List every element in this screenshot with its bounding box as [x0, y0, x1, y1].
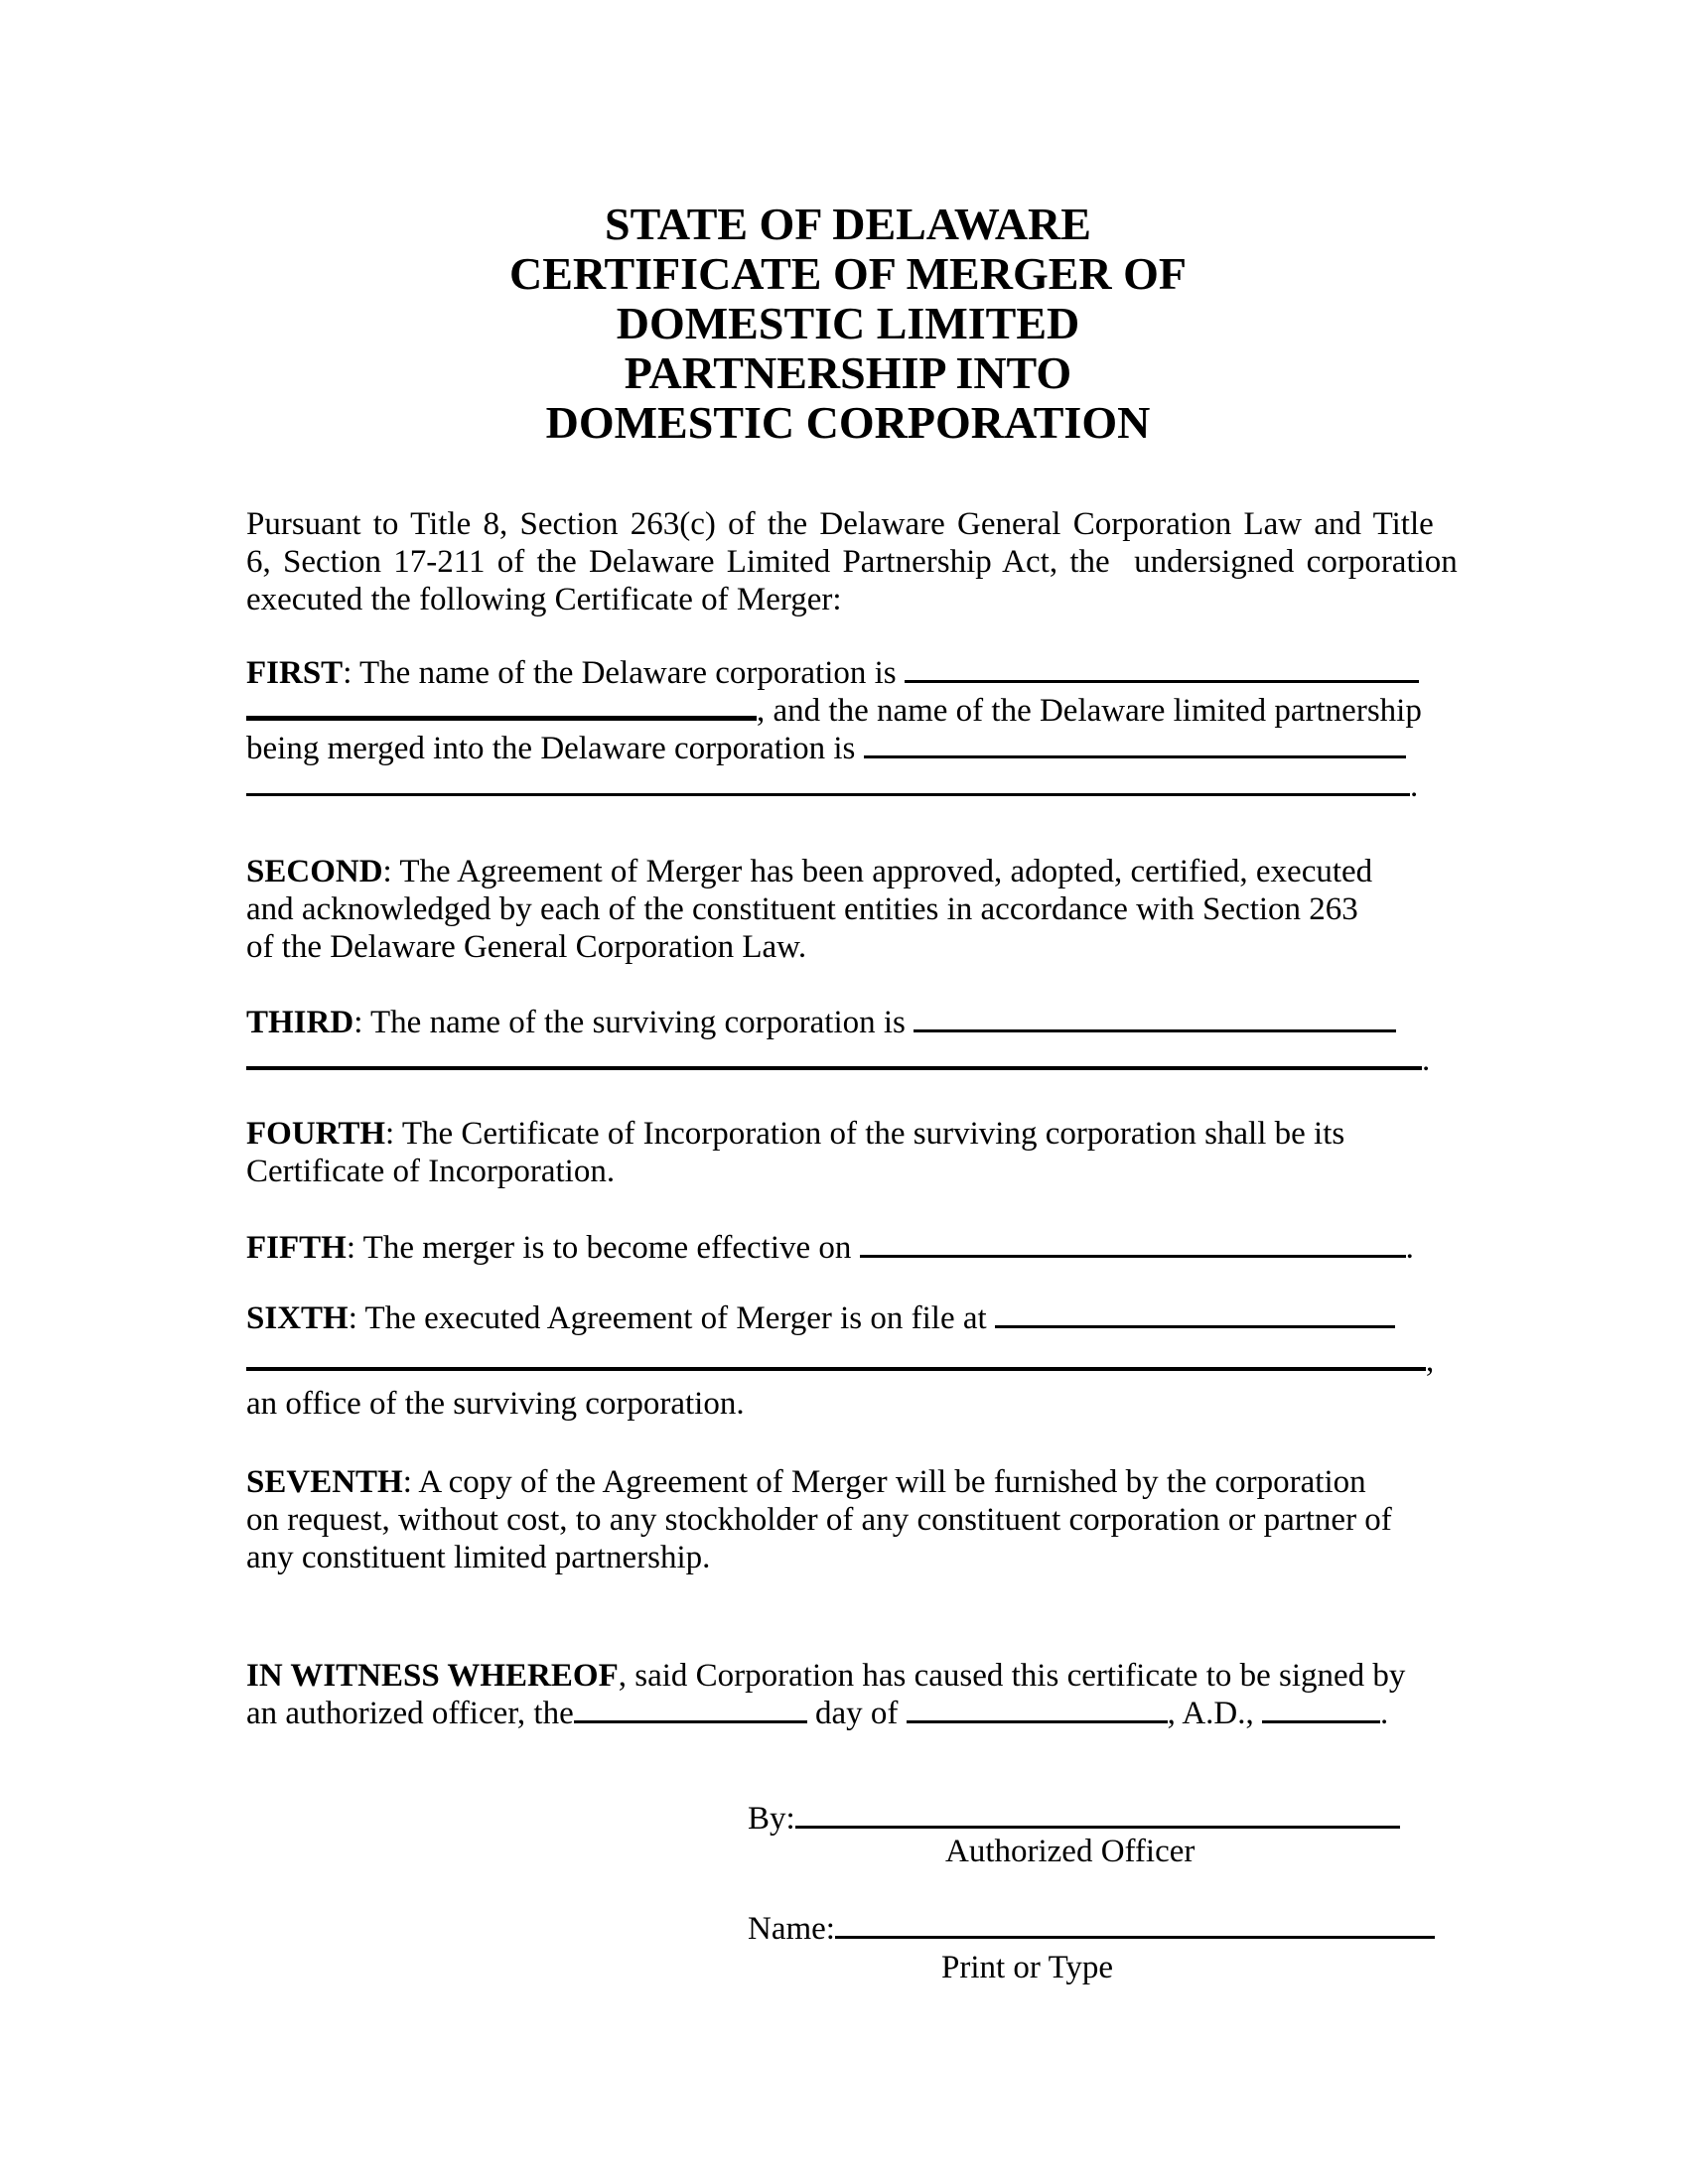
- text-run: executed the following Certificate of Merger:: [246, 582, 842, 617]
- text-run: Name:: [748, 1911, 835, 1947]
- clause-keyword: FOURTH: [246, 1116, 386, 1152]
- text-run: By:: [748, 1801, 795, 1837]
- text-run: any constituent limited partnership.: [246, 1540, 711, 1575]
- blank-field: [246, 1367, 1426, 1371]
- blank-field: [246, 793, 1410, 796]
- title-line: DOMESTIC LIMITED: [616, 298, 1080, 348]
- blank-field: [246, 1066, 1422, 1070]
- text-run: .: [1405, 1230, 1414, 1266]
- text-line: [246, 654, 1450, 692]
- text-run: .: [1379, 1696, 1389, 1731]
- clause-keyword: SECOND: [246, 854, 383, 889]
- blank-field: [995, 1325, 1395, 1328]
- print-or-type-caption: [941, 1949, 1458, 1986]
- clause-seventh: [246, 1463, 1450, 1576]
- text-run: Certificate of Incorporation.: [246, 1154, 616, 1189]
- clause-first: [246, 654, 1450, 805]
- clause-third: [246, 1004, 1450, 1079]
- paragraph-intro: [246, 505, 1458, 618]
- text-run: being merged into the Delaware corporation is: [246, 731, 864, 766]
- authorized-officer-caption: [945, 1833, 1462, 1870]
- clause-keyword: SIXTH: [246, 1300, 349, 1336]
- clause-fifth: [246, 1229, 1450, 1267]
- text-run: : The executed Agreement of Merger is on file at: [348, 1300, 995, 1336]
- title-line: DOMESTIC CORPORATION: [545, 397, 1151, 448]
- blank-field: [860, 1255, 1406, 1258]
- clause-sixth: [246, 1297, 1450, 1426]
- text-line: [246, 928, 1450, 966]
- text-line: [246, 1153, 1450, 1190]
- text-run: 6, Section 17-211 of the Delaware Limited Partnership Act, the undersigned corporation: [246, 544, 1458, 580]
- text-line: [246, 1115, 1450, 1153]
- title-line: STATE OF DELAWARE: [605, 199, 1091, 249]
- text-run: , said Corporation has caused this certificate to be signed by: [618, 1658, 1406, 1694]
- blank-field: [835, 1936, 1435, 1939]
- blank-field: [905, 680, 1419, 683]
- blank-field: [574, 1720, 807, 1723]
- text-line: [246, 1657, 1450, 1695]
- text-run: an office of the surviving corporation.: [246, 1386, 745, 1422]
- clause-keyword: SEVENTH: [246, 1464, 403, 1500]
- text-line: [246, 692, 1450, 730]
- title-line: PARTNERSHIP INTO: [624, 347, 1072, 398]
- blank-field: [864, 755, 1406, 758]
- text-line: [246, 1463, 1450, 1501]
- text-run: an authorized officer, the: [246, 1696, 574, 1731]
- text-line: [748, 1910, 1641, 1948]
- text-line: [246, 1297, 1450, 1340]
- text-line: [246, 581, 1450, 618]
- text-run: : The Agreement of Merger has been approved, adopted, certified, executed: [382, 854, 1373, 889]
- text-line: [246, 505, 1450, 543]
- blank-field: [914, 1029, 1396, 1032]
- text-line: [246, 1501, 1450, 1539]
- text-run: , and the name of the Delaware limited partnership: [757, 693, 1422, 729]
- text-run: .: [1410, 768, 1419, 804]
- text-run: , A.D.,: [1167, 1696, 1262, 1731]
- text-line: [246, 1229, 1450, 1267]
- clause-keyword: THIRD: [246, 1005, 354, 1040]
- blank-field: [1262, 1720, 1380, 1723]
- clause-keyword: FIRST: [246, 655, 344, 691]
- text-run: Print or Type: [941, 1950, 1114, 1985]
- document-title: [252, 200, 1444, 448]
- clause-second: [246, 853, 1450, 966]
- text-line: [246, 767, 1450, 805]
- text-line: [945, 1833, 1462, 1870]
- text-run: : A copy of the Agreement of Merger will be furnished by the corporation: [402, 1464, 1366, 1500]
- clause-keyword: IN WITNESS WHEREOF: [246, 1658, 619, 1694]
- text-run: .: [1422, 1042, 1431, 1078]
- text-run: Authorized Officer: [945, 1834, 1196, 1869]
- text-run: : The merger is to become effective on: [346, 1230, 860, 1266]
- text-line: [246, 1539, 1450, 1576]
- text-line: [246, 730, 1450, 767]
- text-run: : The name of the Delaware corporation is: [343, 655, 905, 691]
- blank-field: [907, 1720, 1168, 1723]
- text-line: [246, 1340, 1450, 1383]
- text-line: [246, 853, 1450, 890]
- title-line: CERTIFICATE OF MERGER OF: [508, 248, 1188, 299]
- text-run: of the Delaware General Corporation Law.: [246, 929, 807, 965]
- clause-keyword: FIFTH: [246, 1230, 347, 1266]
- text-run: and acknowledged by each of the constituent entities in accordance with Section 263: [246, 891, 1358, 927]
- text-line: [246, 1004, 1450, 1041]
- text-run: on request, without cost, to any stockholder of any constituent corporation or partner of: [246, 1502, 1392, 1538]
- text-line: [246, 1041, 1450, 1079]
- text-run: : The Certificate of Incorporation of the surviving corporation shall be its: [385, 1116, 1345, 1152]
- text-line: [246, 1695, 1450, 1732]
- text-run: day of: [806, 1696, 907, 1731]
- signature-name-row: [748, 1910, 1641, 1948]
- text-line: [246, 1383, 1450, 1426]
- text-line: [246, 890, 1450, 928]
- witness-clause: [246, 1657, 1450, 1732]
- text-run: Pursuant to Title 8, Section 263(c) of the Delaware General Corporation Law and Title: [246, 506, 1434, 542]
- blank-field: [795, 1826, 1400, 1829]
- text-run: ,: [1426, 1343, 1435, 1379]
- clause-fourth: [246, 1115, 1450, 1190]
- text-run: : The name of the surviving corporation is: [353, 1005, 914, 1040]
- blank-field: [246, 716, 757, 721]
- text-line: [941, 1949, 1458, 1986]
- text-line: [246, 543, 1458, 581]
